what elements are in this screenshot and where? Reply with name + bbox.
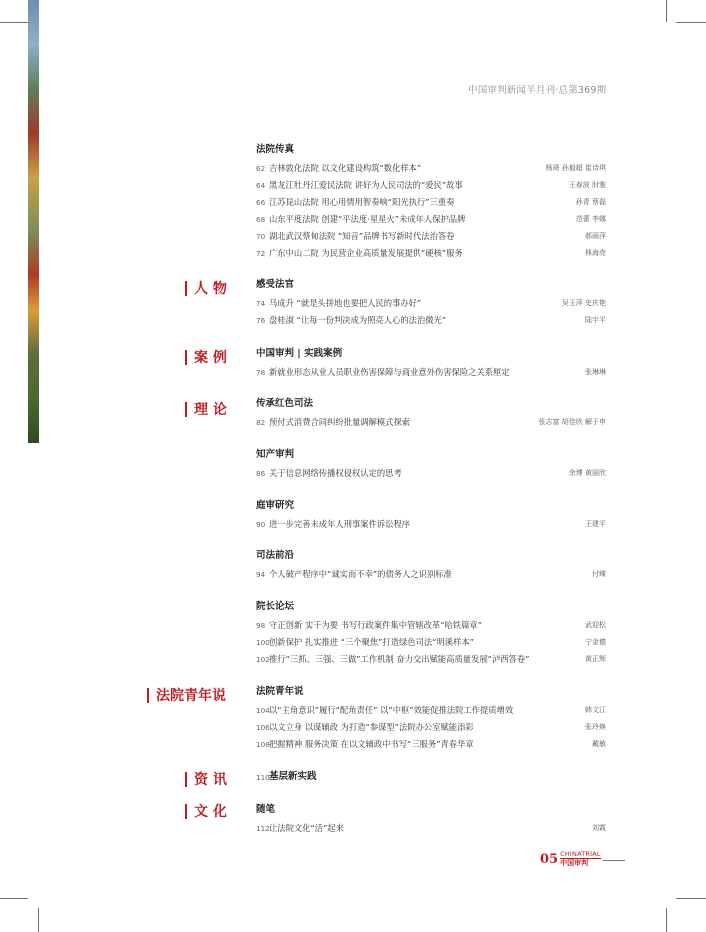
category-label: 资 讯 [194, 772, 227, 788]
section-title: 院长论坛 [256, 601, 295, 612]
category-label: 理 论 [194, 402, 227, 418]
section-title: 随笔 [256, 804, 276, 815]
article-title: 创新保护 扎实推进 “三个聚焦”打造绿色司法“明溪样本” [269, 637, 475, 647]
page-number: 102 [256, 655, 270, 664]
crop-mark [0, 22, 28, 23]
article-authors: 王建平 [585, 520, 606, 528]
category-label: 法院青年说 [156, 688, 226, 704]
section-title: 知产审判 [256, 449, 295, 460]
crop-mark [38, 908, 39, 932]
category-bar [185, 772, 187, 787]
section-ganshou-faguan [256, 278, 606, 329]
section-title: 司法前沿 [256, 550, 295, 561]
article-authors: 余博 黄丽欣 [568, 469, 606, 477]
article-authors: 武迎松 [585, 621, 606, 629]
page-number: 90 [256, 520, 266, 529]
page-number: 98 [256, 621, 266, 630]
page-number: 108 [256, 740, 270, 749]
page-number: 72 [256, 249, 266, 258]
toc-entry[interactable] [256, 820, 606, 837]
brand-en: CHINATRIAL [560, 850, 601, 858]
toc-entry[interactable] [256, 194, 606, 211]
article-authors: 张志富 胡佳欣 解于申 [538, 418, 606, 426]
article-title: 山东平度法院 创建“平法度·星星火”未成年人保护品牌 [269, 214, 466, 224]
article-title: 以“主角意识”履行“配角责任” 以“中枢”效能促推法院工作提质增效 [269, 705, 514, 715]
article-title: 个人破产程序中“诚实而不幸”的债务人之识别标准 [269, 569, 452, 579]
article-title: 把握精神 服务决策 在以文辅政中书写“三服务”青春华章 [269, 739, 474, 749]
article-title: 吉林敦化法院 以文化建设构筑“数化样本” [269, 163, 422, 173]
category-lilun [185, 399, 227, 419]
crop-mark [676, 22, 706, 23]
page-number-folio: 05 [540, 852, 559, 867]
article-authors: 郝丽萍 [585, 232, 606, 240]
page-number: 112 [256, 824, 270, 833]
page-number: 66 [256, 198, 266, 207]
article-title: 黑龙江牡丹江爱民法院 讲好为人民司法的“爱民”故事 [269, 180, 463, 190]
article-authors: 黄正辉 [585, 655, 606, 663]
toc-entry[interactable] [256, 414, 606, 431]
section-title: 法院传真 [256, 144, 295, 155]
category-bar [185, 402, 187, 417]
category-bar [185, 804, 187, 819]
category-bar [147, 688, 149, 703]
section-zhichan [256, 448, 606, 482]
category-bar [185, 350, 187, 365]
toc-entry[interactable] [256, 312, 606, 329]
cover-photo-strip [28, 0, 39, 443]
page-number: 78 [256, 368, 266, 377]
toc-entry[interactable] [256, 177, 606, 194]
section-jiceng[interactable] [256, 770, 606, 784]
section-title: 传承红色司法 [256, 398, 314, 409]
section-title: 庭审研究 [256, 500, 295, 511]
toc-entry[interactable] [256, 719, 606, 736]
section-chuancheng [256, 397, 606, 431]
article-title: 马成升 “就是头拼地也要把人民的事办好” [269, 298, 422, 308]
page-number: 104 [256, 706, 270, 715]
category-label: 人 物 [194, 281, 227, 297]
page-number: 68 [256, 215, 266, 224]
article-authors: 陆宇平 [585, 316, 606, 324]
toc-entry[interactable] [256, 160, 606, 177]
section-title: 基层新实践 [269, 771, 317, 782]
article-title: 守正创新 实干为要 书写行政案件集中管辖改革“哈铁篇章” [269, 620, 482, 630]
toc-entry[interactable] [256, 465, 606, 482]
article-authors: 付臻 [592, 570, 606, 578]
section-tingshen [256, 499, 606, 533]
page-number: 82 [256, 418, 266, 427]
page-number: 62 [256, 164, 266, 173]
article-authors: 吴玉萍 史庆艳 [561, 299, 606, 307]
section-fayuan-chuanzhen [256, 143, 606, 262]
article-title: 预付式消费合同纠纷批量调解模式探索 [269, 417, 411, 427]
toc-entry[interactable] [256, 211, 606, 228]
section-sifa-qianyan [256, 549, 606, 583]
page-number: 64 [256, 181, 266, 190]
toc-entry[interactable] [256, 736, 606, 753]
category-wenhua [185, 801, 227, 821]
page-number: 110 [256, 772, 270, 782]
category-bar [185, 281, 187, 296]
toc-entry[interactable] [256, 364, 606, 381]
toc-entry[interactable] [256, 566, 606, 583]
section-title: 感受法官 [256, 279, 295, 290]
category-zixun [185, 769, 227, 789]
crop-mark [666, 908, 667, 932]
article-authors: 刘霞 [592, 824, 606, 832]
toc-entry[interactable] [256, 617, 606, 634]
page-number: 86 [256, 469, 266, 478]
category-label: 文 化 [194, 804, 227, 820]
article-title: 关于信息网络传播权侵权认定的思考 [269, 468, 402, 478]
page-number: 106 [256, 723, 270, 732]
article-authors: 宁金德 [585, 638, 606, 646]
category-label: 案 例 [194, 350, 227, 366]
article-title: 让法院文化“活”起来 [269, 823, 344, 833]
page-number: 70 [256, 232, 266, 241]
article-title: 湖北武汉蔡甸法院 “知音”品牌书写新时代法治答卷 [269, 231, 455, 241]
article-authors: 王春波 肘雅 [568, 181, 606, 189]
section-title: 中国审判 | 实践案例 [256, 348, 343, 359]
page-number: 100 [256, 638, 270, 647]
brand-logo [560, 850, 601, 867]
article-authors: 孙青 蔡磊 [575, 198, 606, 206]
category-fayuan-qingnian [147, 685, 226, 705]
section-yuanzhang [256, 600, 606, 668]
article-title: 推行“三抓、三强、三做”工作机制 奋力交出赋能高质量发展“泸西答卷” [269, 654, 530, 664]
crop-mark [666, 0, 667, 22]
article-title: 新就业形态从业人员职业伤害保障与商业意外伤害保险之关系厘定 [269, 367, 510, 377]
toc-entry[interactable] [256, 228, 606, 245]
toc-entry[interactable] [256, 295, 606, 312]
article-authors: 戴敏 [592, 740, 606, 748]
article-title: 广东中山二院 为民营企业高质量发展提供“硬核”服务 [269, 248, 463, 258]
category-renwu [185, 278, 227, 298]
article-authors: 张玲焕 [585, 723, 606, 731]
article-authors: 林海亮 [585, 249, 606, 257]
toc-entry[interactable] [256, 516, 606, 533]
article-title: 进一步完善未成年人刑事案件诉讼程序 [269, 519, 411, 529]
page-folio [540, 850, 625, 867]
section-title: 法院青年说 [256, 686, 304, 697]
section-suibi [256, 803, 606, 837]
crop-mark [676, 898, 706, 899]
article-authors: 杨琦 孙毅超 崔诗琪 [545, 164, 606, 172]
folio-rule [603, 860, 625, 861]
article-title: 以文立身 以谋辅政 为打造“参谋型”法院办公室赋能添彩 [269, 722, 474, 732]
crop-mark [0, 898, 28, 899]
section-zhongguo-shenpan [256, 347, 606, 381]
page-number: 94 [256, 570, 266, 579]
page-number: 74 [256, 299, 266, 308]
toc-entry[interactable] [256, 634, 606, 651]
journal-header: 中国审判新闻半月刊·总第369期 [468, 85, 607, 96]
article-authors: 张琳琳 [585, 368, 606, 376]
article-title: 江苏昆山法院 用心用情用智奏响“阳光执行”三重奏 [269, 197, 455, 207]
article-authors: 韩文江 [585, 706, 606, 714]
toc-entry[interactable] [256, 702, 606, 719]
article-authors: 范蕾 李娜 [575, 215, 606, 223]
toc-entry[interactable] [256, 651, 606, 668]
article-title: 盘桂淑 “让每一份判决成为照亮人心的法治微光” [269, 315, 447, 325]
brand-cn: 中国审判 [560, 858, 601, 867]
category-anli [185, 347, 227, 367]
section-qingnian [256, 685, 606, 753]
toc-entry[interactable] [256, 245, 606, 262]
page-number: 76 [256, 316, 266, 325]
